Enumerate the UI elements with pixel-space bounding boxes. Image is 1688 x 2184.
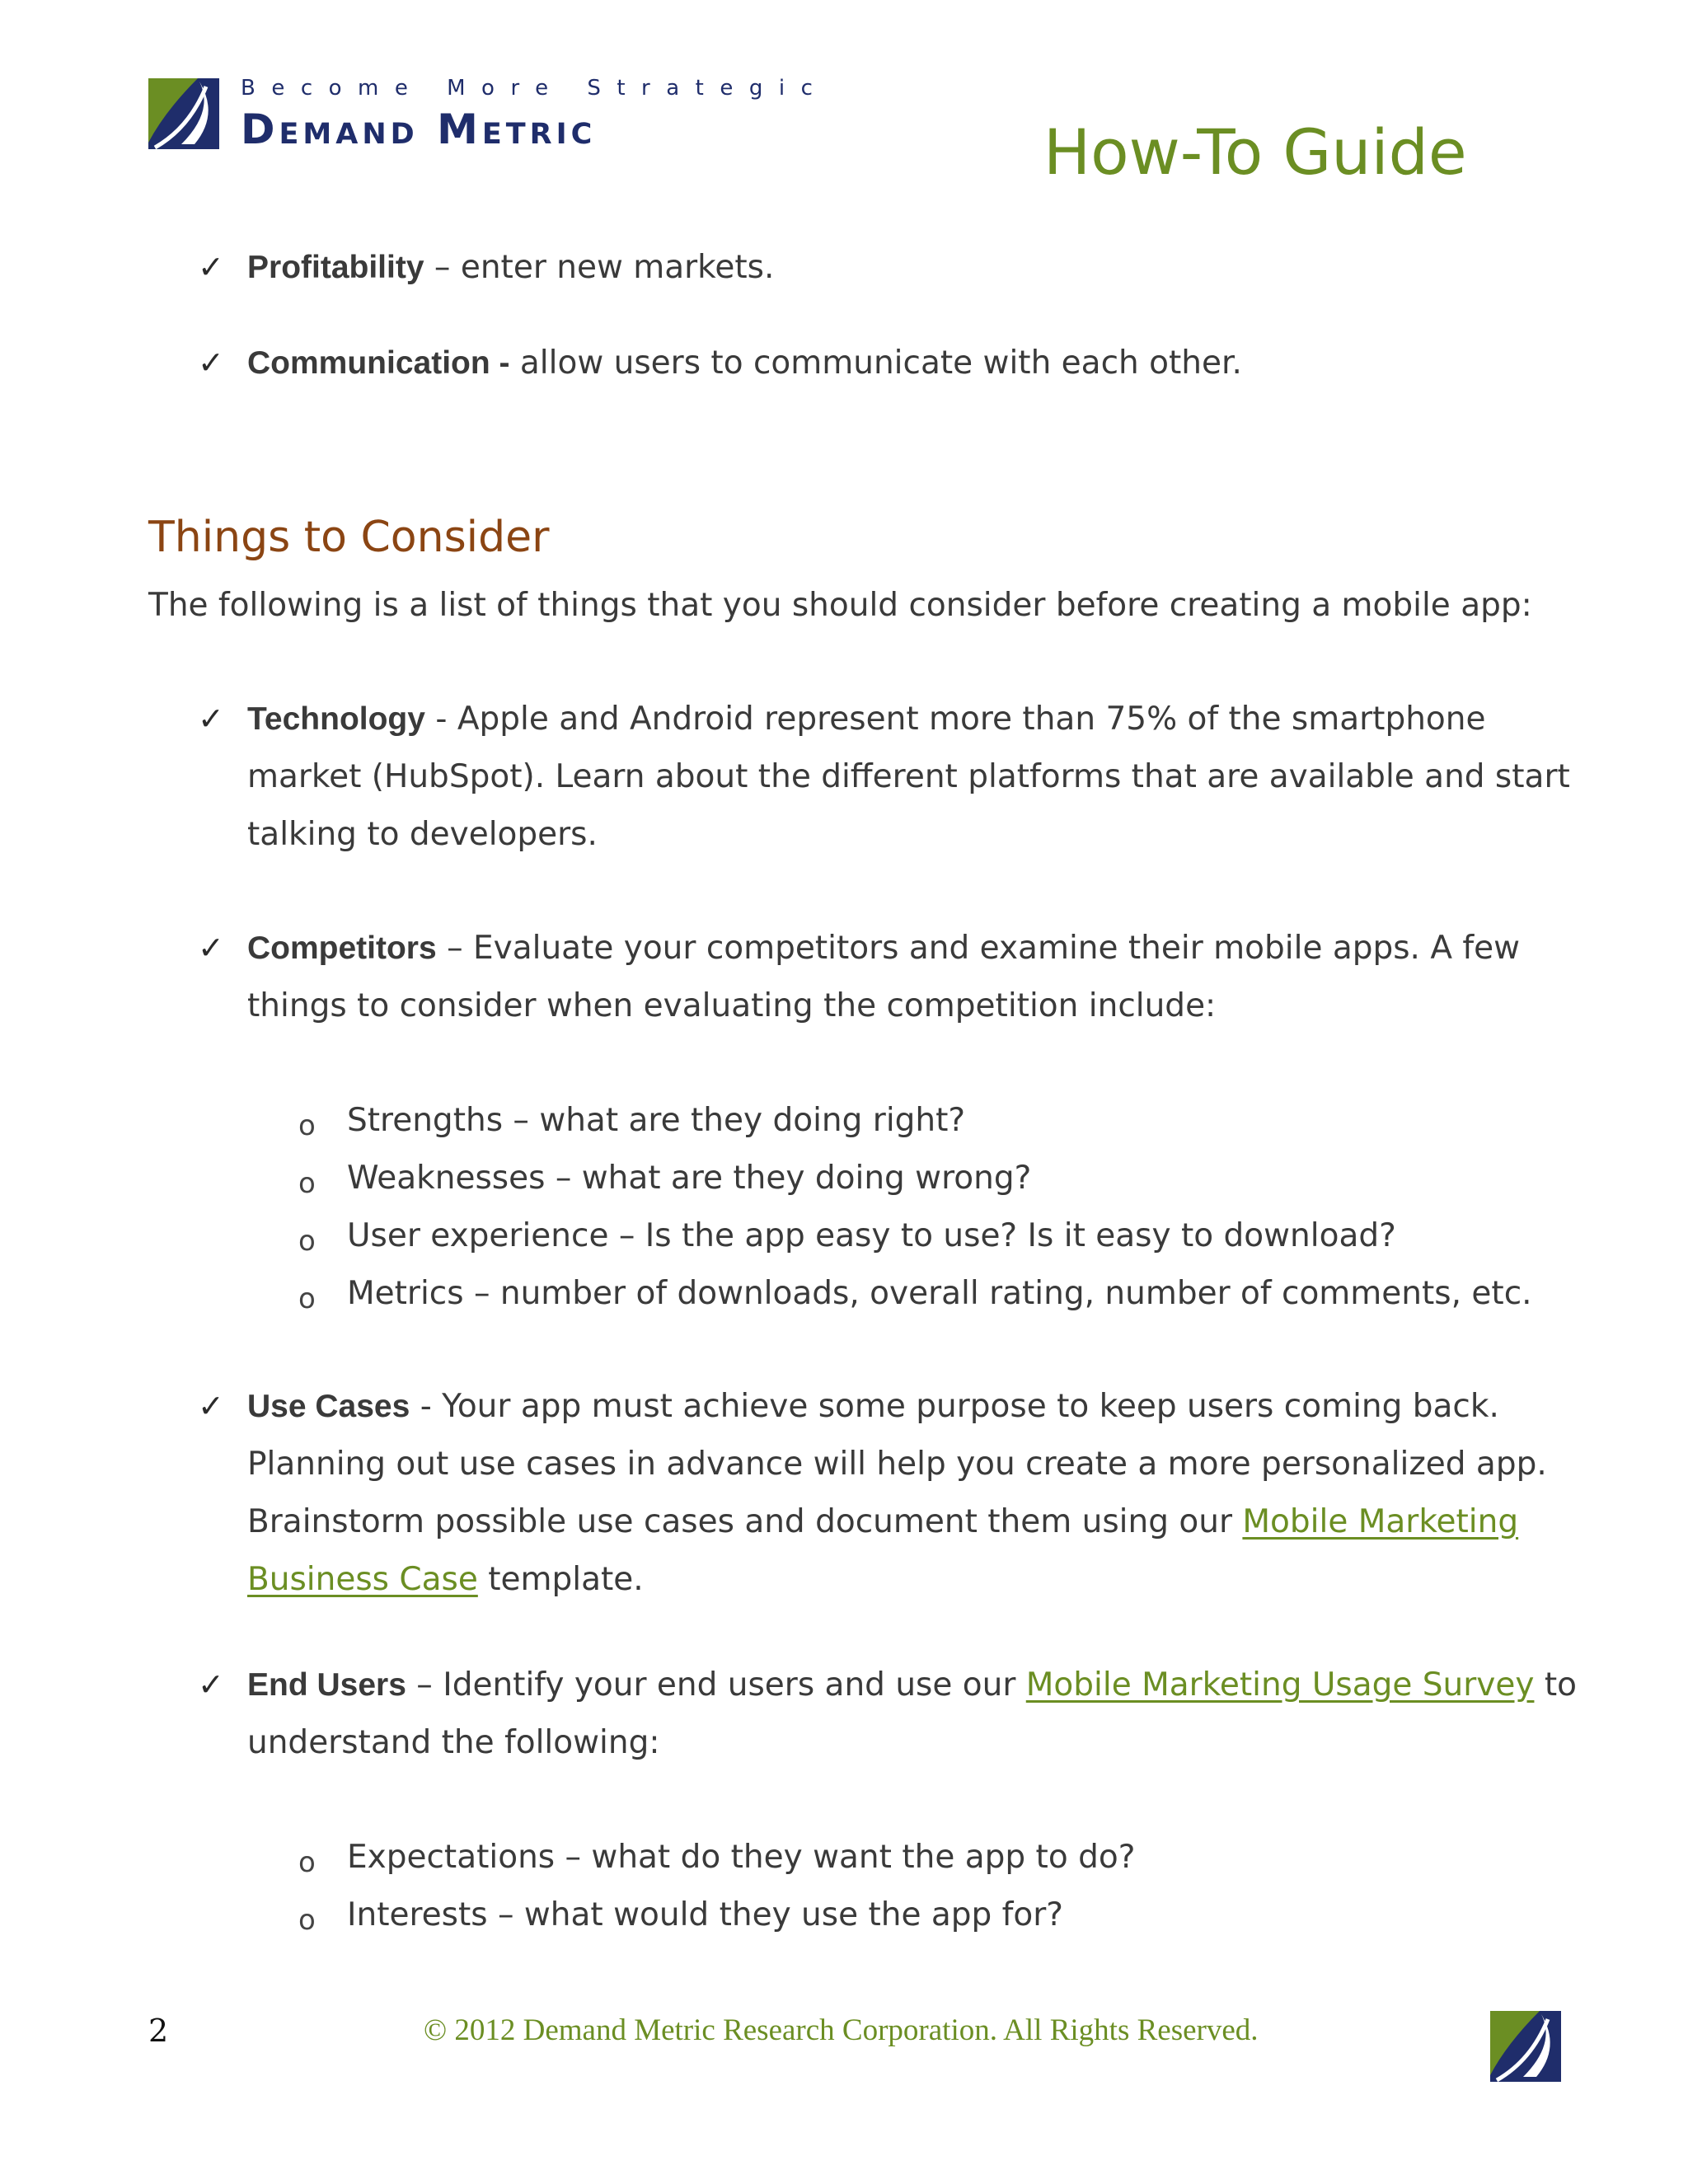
end-users-bullet-1: Expectations – what do they want the app to do?: [347, 1839, 1136, 1876]
checkmark-icon: ✓: [198, 1666, 224, 1703]
end-users-line-1: [247, 1666, 1577, 1704]
checkmark-wrap: [198, 930, 224, 967]
business-case-link[interactable]: Mobile Marketing: [1242, 1503, 1519, 1540]
list-item: [198, 344, 224, 382]
use-cases-line-4: [247, 1561, 644, 1598]
use-cases-line-3: [247, 1503, 1518, 1540]
business-case-link[interactable]: Business Case: [247, 1561, 478, 1598]
section-intro: The following is a list of things that you should consider before creating a mobile app:: [148, 587, 1532, 624]
end-users-line-2: understand the following:: [247, 1724, 660, 1761]
section-heading: Things to Consider: [148, 513, 550, 562]
competitors-bullet-4: Metrics – number of downloads, overall rating, number of comments, etc.: [347, 1275, 1532, 1312]
checkmark-wrap: [198, 1388, 224, 1425]
checkmark-icon: ✓: [198, 701, 224, 737]
list-item-text: [247, 249, 774, 286]
list-item-term: Profitability: [247, 250, 424, 285]
technology-line-1: [247, 701, 1486, 738]
list-item-term: Competitors: [247, 930, 437, 966]
list-item-text: [247, 344, 1242, 382]
list-item-description: enter new markets.: [460, 249, 775, 286]
competitors-line-2: things to consider when evaluating the competition include:: [247, 987, 1217, 1024]
document-title: How-To Guide: [1043, 115, 1467, 189]
checkmark-wrap: [198, 701, 224, 738]
list-item-term: Use Cases: [247, 1389, 410, 1424]
use-cases-text-1: - Your app must achieve some purpose to keep users coming back.: [410, 1388, 1499, 1425]
checkmark-wrap: [198, 1666, 224, 1704]
bullet-icon: o: [298, 1282, 316, 1315]
end-users-bullet-2: Interests – what would they use the app for?: [347, 1896, 1064, 1933]
demand-metric-footer-logo-icon: [1490, 2011, 1561, 2082]
bullet-icon: o: [298, 1846, 316, 1879]
competitors-line-1: [247, 930, 1520, 967]
competitors-bullet-2: Weaknesses – what are they doing wrong?: [347, 1160, 1032, 1197]
separator: –: [424, 249, 461, 286]
copyright-notice: © 2012 Demand Metric Research Corporation. All Rights Reserved.: [424, 2013, 1259, 2047]
separator: [510, 344, 520, 382]
use-cases-text-3: Brainstorm possible use cases and document them using our: [247, 1503, 1243, 1540]
usage-survey-link[interactable]: Mobile Marketing Usage Survey: [1025, 1666, 1535, 1704]
bullet-icon: o: [298, 1109, 316, 1142]
end-users-text-1b: to: [1534, 1666, 1577, 1704]
page-number: 2: [148, 2013, 169, 2049]
bullet-icon: o: [298, 1225, 316, 1258]
brand-tagline: Become More Strategic: [241, 76, 829, 101]
list-item: [198, 249, 224, 286]
list-item-description: allow users to communicate with each other.: [519, 344, 1242, 382]
use-cases-line-2: Planning out use cases in advance will help you create a more personalized app.: [247, 1446, 1547, 1483]
technology-text-1: - Apple and Android represent more than 75% of the smartphone: [424, 701, 1486, 738]
list-item-term: Communication -: [247, 345, 510, 381]
checkmark-icon: ✓: [198, 249, 224, 285]
competitors-text-1: – Evaluate your competitors and examine their mobile apps. A few: [436, 930, 1521, 967]
technology-line-2: market (HubSpot). Learn about the different platforms that are available and start: [247, 758, 1570, 795]
end-users-text-1: – Identify your end users and use our: [406, 1666, 1026, 1704]
bullet-icon: o: [298, 1904, 316, 1937]
checkmark-icon: ✓: [198, 1388, 224, 1424]
use-cases-text-4: template.: [477, 1561, 644, 1598]
checkmark-icon: ✓: [198, 930, 224, 966]
demand-metric-logo-icon: [148, 78, 219, 149]
list-item-term: End Users: [247, 1667, 406, 1703]
technology-line-3: talking to developers.: [247, 816, 598, 853]
brand-name: Demand Metric: [241, 105, 597, 153]
use-cases-line-1: [247, 1388, 1499, 1425]
checkmark-icon: ✓: [198, 344, 224, 381]
bullet-icon: o: [298, 1167, 316, 1200]
competitors-bullet-3: User experience – Is the app easy to use? Is it easy to download?: [347, 1217, 1396, 1254]
competitors-bullet-1: Strengths – what are they doing right?: [347, 1102, 966, 1139]
list-item-term: Technology: [247, 701, 425, 737]
